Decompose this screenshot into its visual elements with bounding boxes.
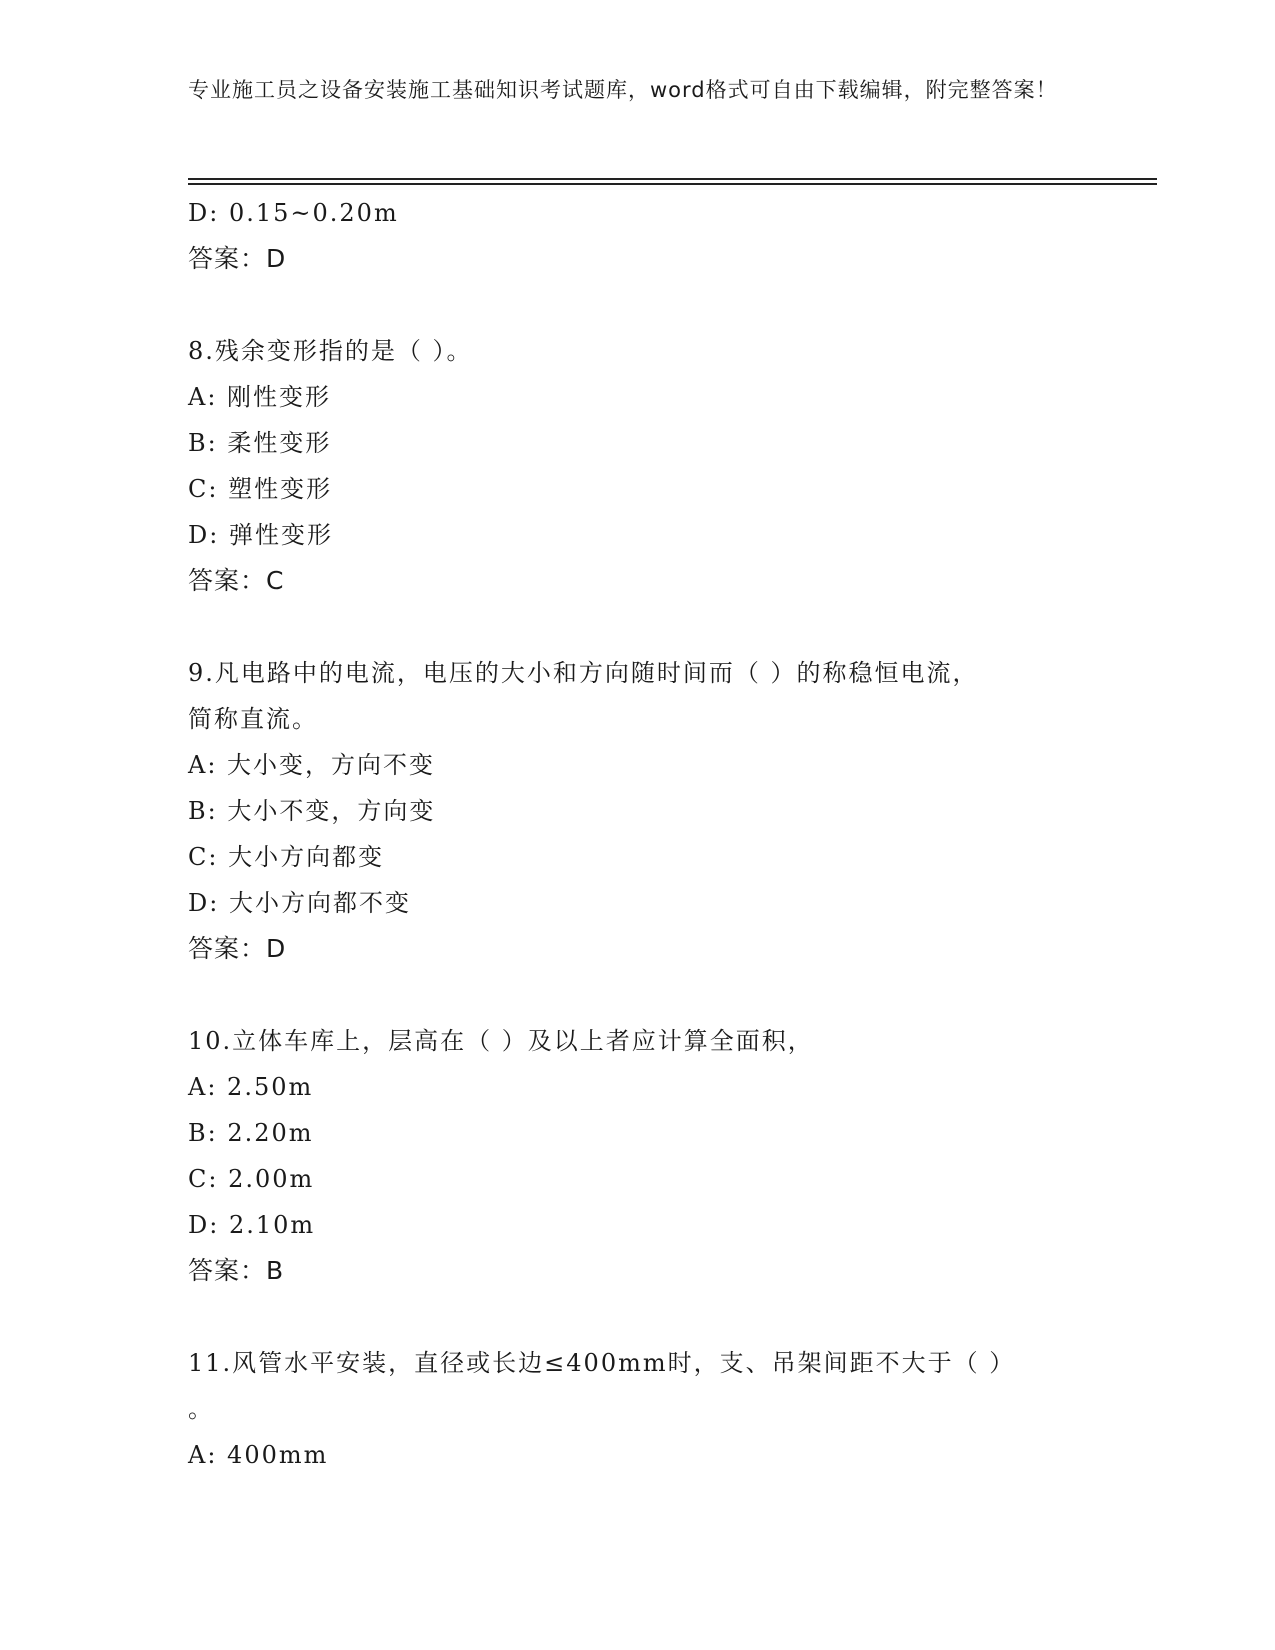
question-7-tail xyxy=(188,190,1088,282)
option-c: C: 2.00m xyxy=(188,1165,315,1193)
question-text: 11.风管水平安装，直径或长边≤400mm时，支、吊架间距不大于（ ） xyxy=(188,1349,1016,1377)
option-a: A: 400mm xyxy=(188,1441,329,1469)
option-c: C: 塑性变形 xyxy=(188,475,333,503)
answer-label: 答案：C xyxy=(188,566,285,595)
header-divider-top xyxy=(188,178,1157,180)
question-text: 8.残余变形指的是（ ）。 xyxy=(188,337,473,365)
answer-label: 答案：D xyxy=(188,244,287,273)
question-text-continued: 简称直流。 xyxy=(188,705,318,733)
document-header: 专业施工员之设备安装施工基础知识考试题库，word格式可自由下载编辑，附完整答案！ xyxy=(188,78,1058,102)
spacer xyxy=(188,282,1088,328)
option-b: B: 大小不变，方向变 xyxy=(188,797,436,825)
answer-label: 答案：B xyxy=(188,1256,285,1285)
question-8 xyxy=(188,328,1088,604)
question-list xyxy=(188,190,1088,1478)
question-text: 9.凡电路中的电流，电压的大小和方向随时间而（ ）的称稳恒电流， xyxy=(188,659,979,687)
option-a: A: 大小变，方向不变 xyxy=(188,751,436,779)
question-10 xyxy=(188,1018,1088,1294)
answer-label: 答案：D xyxy=(188,934,287,963)
option-b: B: 柔性变形 xyxy=(188,429,332,457)
header-divider-bottom xyxy=(188,183,1157,185)
option-c: C: 大小方向都变 xyxy=(188,843,385,871)
option-d: D: 弹性变形 xyxy=(188,521,333,549)
option-d: D: 大小方向都不变 xyxy=(188,889,411,917)
question-text-continued: 。 xyxy=(188,1395,214,1423)
option-d: D: 2.10m xyxy=(188,1211,316,1239)
question-11 xyxy=(188,1340,1088,1478)
option-a: A: 2.50m xyxy=(188,1073,314,1101)
spacer xyxy=(188,604,1088,650)
question-9 xyxy=(188,650,1088,972)
option-a: A: 刚性变形 xyxy=(188,383,332,411)
question-text: 10.立体车库上，层高在（ ）及以上者应计算全面积， xyxy=(188,1027,814,1055)
option-d: D: 0.15~0.20m xyxy=(188,199,399,227)
spacer xyxy=(188,1294,1088,1340)
option-b: B: 2.20m xyxy=(188,1119,314,1147)
spacer xyxy=(188,972,1088,1018)
